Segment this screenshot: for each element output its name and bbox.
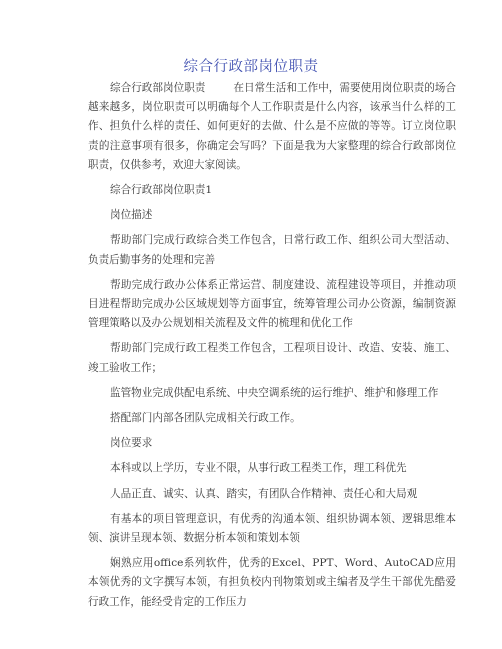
- paragraph-requirement-1: 本科或以上学历，专业不限，从事行政工程类工作，理工科优先: [110, 462, 407, 475]
- paragraph-duty-1: 帮助部门完成行政综合类工作包含，日常行政工作、组织公司大型活动、负责后勤事务的处理和完善: [88, 234, 456, 266]
- intro-body: 在日常生活和工作中，需要使用岗位职责的场合越来越多，岗位职责可以明确每个人工作职责是什么内容，该承当什么样的工作、担负什么样的责任、如何更好的去做、什么是不应做的等等。订立岗位职责的注意事项有很多，你确定会写吗？下面是我为大家整理的综合行政部岗位职责，仅供参考，欢迎大家阅读。: [88, 82, 457, 171]
- paragraph-duty-2: 帮助完成行政办公体系正常运营、制度建设、流程建设等项目，并推动项目进程帮助完成办公区域规划等方面事宜，统筹管理公司办公资源，编制资源管理策略以及办公规划相关流程及文件的梳理和优化工作: [88, 278, 456, 330]
- section-heading-1: 综合行政部岗位职责1: [110, 184, 213, 197]
- paragraph-duty-4: 监管物业完成供配电系统、中央空调系统的运行维护、维护和修理工作: [110, 386, 439, 399]
- intro-paragraph: [88, 79, 456, 175]
- document-title: 综合行政部岗位职责: [183, 59, 319, 75]
- intro-lead: 综合行政部岗位职责: [110, 82, 206, 94]
- paragraph-requirement-2: 人品正直、诚实、认真、踏实，有团队合作精神、责任心和大局观: [110, 487, 418, 500]
- paragraph-duty-3: 帮助部门完成行政工程类工作包含，工程项目设计、改造、安装、施工、竣工验收工作；: [88, 342, 456, 374]
- paragraph-requirement-3: 有基本的项目管理意识，有优秀的沟通本领、组织协调本领、逻辑思维本领、演讲呈现本领、数据分析本领和策划本领: [88, 512, 456, 545]
- subheading-job-requirements: 岗位要求: [110, 437, 153, 450]
- paragraph-requirement-4: 娴熟应用office系列软件，优秀的Excel、PPT、Word、AutoCAD应用本领优秀的文字撰写本领，有担负校内刊物策划或主编者及学生干部优先酷爱行政工作，能经受肯定的工作压力: [88, 557, 456, 608]
- paragraph-duty-5: 搭配部门内部各团队完成相关行政工作。: [110, 412, 301, 425]
- subheading-job-description: 岗位描述: [110, 209, 153, 222]
- document-body: [88, 79, 456, 618]
